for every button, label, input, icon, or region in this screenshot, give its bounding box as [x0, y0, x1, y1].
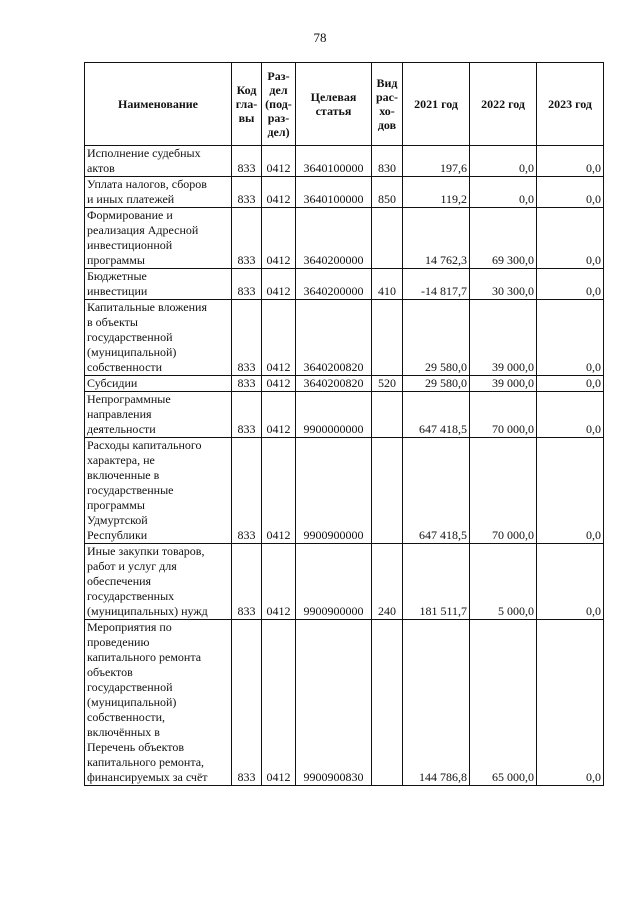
cell-2023: 0,0	[537, 177, 604, 208]
header-name: Наименование	[85, 63, 232, 146]
cell-2022: 0,0	[470, 177, 537, 208]
cell-chapter: 833	[232, 208, 262, 269]
header-2022: 2022 год	[470, 63, 537, 146]
header-chapter: Код гла- вы	[232, 63, 262, 146]
cell-target: 9900900000	[296, 438, 372, 544]
cell-target: 3640200000	[296, 269, 372, 300]
cell-name: Иные закупки товаров, работ и услуг для обеспечения государственных (муниципальных) нужд	[85, 544, 232, 620]
cell-chapter: 833	[232, 376, 262, 392]
cell-chapter: 833	[232, 392, 262, 438]
cell-kind: 240	[372, 544, 403, 620]
cell-2021: 144 786,8	[403, 620, 470, 786]
cell-2023: 0,0	[537, 269, 604, 300]
header-row	[85, 63, 604, 146]
table-row	[85, 208, 604, 269]
table-row	[85, 146, 604, 177]
cell-kind	[372, 438, 403, 544]
cell-section: 0412	[262, 269, 296, 300]
cell-kind: 830	[372, 146, 403, 177]
table-row	[85, 177, 604, 208]
cell-section: 0412	[262, 392, 296, 438]
cell-2021: -14 817,7	[403, 269, 470, 300]
cell-section: 0412	[262, 438, 296, 544]
table-row	[85, 392, 604, 438]
cell-2021: 647 418,5	[403, 392, 470, 438]
cell-2023: 0,0	[537, 620, 604, 786]
cell-section: 0412	[262, 376, 296, 392]
cell-2022: 39 000,0	[470, 376, 537, 392]
cell-2023: 0,0	[537, 146, 604, 177]
cell-2023: 0,0	[537, 208, 604, 269]
cell-section: 0412	[262, 208, 296, 269]
table-row	[85, 269, 604, 300]
cell-target: 3640200820	[296, 376, 372, 392]
cell-target: 3640200000	[296, 208, 372, 269]
cell-name: Расходы капитального характера, не включенные в государственные программы Удмуртской Республики	[85, 438, 232, 544]
cell-section: 0412	[262, 544, 296, 620]
cell-kind	[372, 620, 403, 786]
cell-chapter: 833	[232, 300, 262, 376]
cell-chapter: 833	[232, 544, 262, 620]
cell-chapter: 833	[232, 620, 262, 786]
cell-name: Исполнение судебных актов	[85, 146, 232, 177]
cell-chapter: 833	[232, 269, 262, 300]
cell-section: 0412	[262, 620, 296, 786]
header-target: Целевая статья	[296, 63, 372, 146]
cell-chapter: 833	[232, 177, 262, 208]
cell-2022: 70 000,0	[470, 438, 537, 544]
cell-2021: 197,6	[403, 146, 470, 177]
cell-name: Непрограммные направления деятельности	[85, 392, 232, 438]
cell-2021: 181 511,7	[403, 544, 470, 620]
cell-kind: 850	[372, 177, 403, 208]
cell-2022: 5 000,0	[470, 544, 537, 620]
header-2023: 2023 год	[537, 63, 604, 146]
cell-chapter: 833	[232, 146, 262, 177]
cell-section: 0412	[262, 300, 296, 376]
cell-2022: 65 000,0	[470, 620, 537, 786]
cell-2022: 0,0	[470, 146, 537, 177]
cell-target: 9900900000	[296, 544, 372, 620]
cell-chapter: 833	[232, 438, 262, 544]
cell-2023: 0,0	[537, 300, 604, 376]
cell-section: 0412	[262, 146, 296, 177]
cell-2021: 119,2	[403, 177, 470, 208]
table-row	[85, 544, 604, 620]
budget-table	[84, 62, 604, 786]
cell-kind: 520	[372, 376, 403, 392]
cell-name: Мероприятия по проведению капитального ремонта объектов государственной (муниципальной) собственности, включённых в Перечень объектов капитального ремонта, финансируемых за счёт	[85, 620, 232, 786]
cell-2022: 39 000,0	[470, 300, 537, 376]
cell-kind	[372, 300, 403, 376]
cell-target: 9900000000	[296, 392, 372, 438]
table-row	[85, 438, 604, 544]
cell-name: Формирование и реализация Адресной инвестиционной программы	[85, 208, 232, 269]
cell-name: Субсидии	[85, 376, 232, 392]
cell-2021: 647 418,5	[403, 438, 470, 544]
cell-2023: 0,0	[537, 544, 604, 620]
cell-2021: 29 580,0	[403, 300, 470, 376]
cell-2022: 30 300,0	[470, 269, 537, 300]
header-section: Раз- дел (под- раз- дел)	[262, 63, 296, 146]
cell-target: 3640100000	[296, 177, 372, 208]
cell-2022: 69 300,0	[470, 208, 537, 269]
cell-name: Бюджетные инвестиции	[85, 269, 232, 300]
cell-target: 3640200820	[296, 300, 372, 376]
cell-2021: 14 762,3	[403, 208, 470, 269]
cell-2023: 0,0	[537, 392, 604, 438]
cell-2022: 70 000,0	[470, 392, 537, 438]
cell-2021: 29 580,0	[403, 376, 470, 392]
page-number: 78	[313, 30, 327, 45]
cell-target: 3640100000	[296, 146, 372, 177]
cell-kind: 410	[372, 269, 403, 300]
cell-kind	[372, 208, 403, 269]
cell-section: 0412	[262, 177, 296, 208]
table-row	[85, 300, 604, 376]
table-row	[85, 620, 604, 786]
header-kind: Вид рас- хо- дов	[372, 63, 403, 146]
cell-2023: 0,0	[537, 438, 604, 544]
header-2021: 2021 год	[403, 63, 470, 146]
cell-name: Капитальные вложения в объекты государственной (муниципальной) собственности	[85, 300, 232, 376]
cell-2023: 0,0	[537, 376, 604, 392]
cell-kind	[372, 392, 403, 438]
table-row	[85, 376, 604, 392]
cell-target: 9900900830	[296, 620, 372, 786]
cell-name: Уплата налогов, сборов и иных платежей	[85, 177, 232, 208]
